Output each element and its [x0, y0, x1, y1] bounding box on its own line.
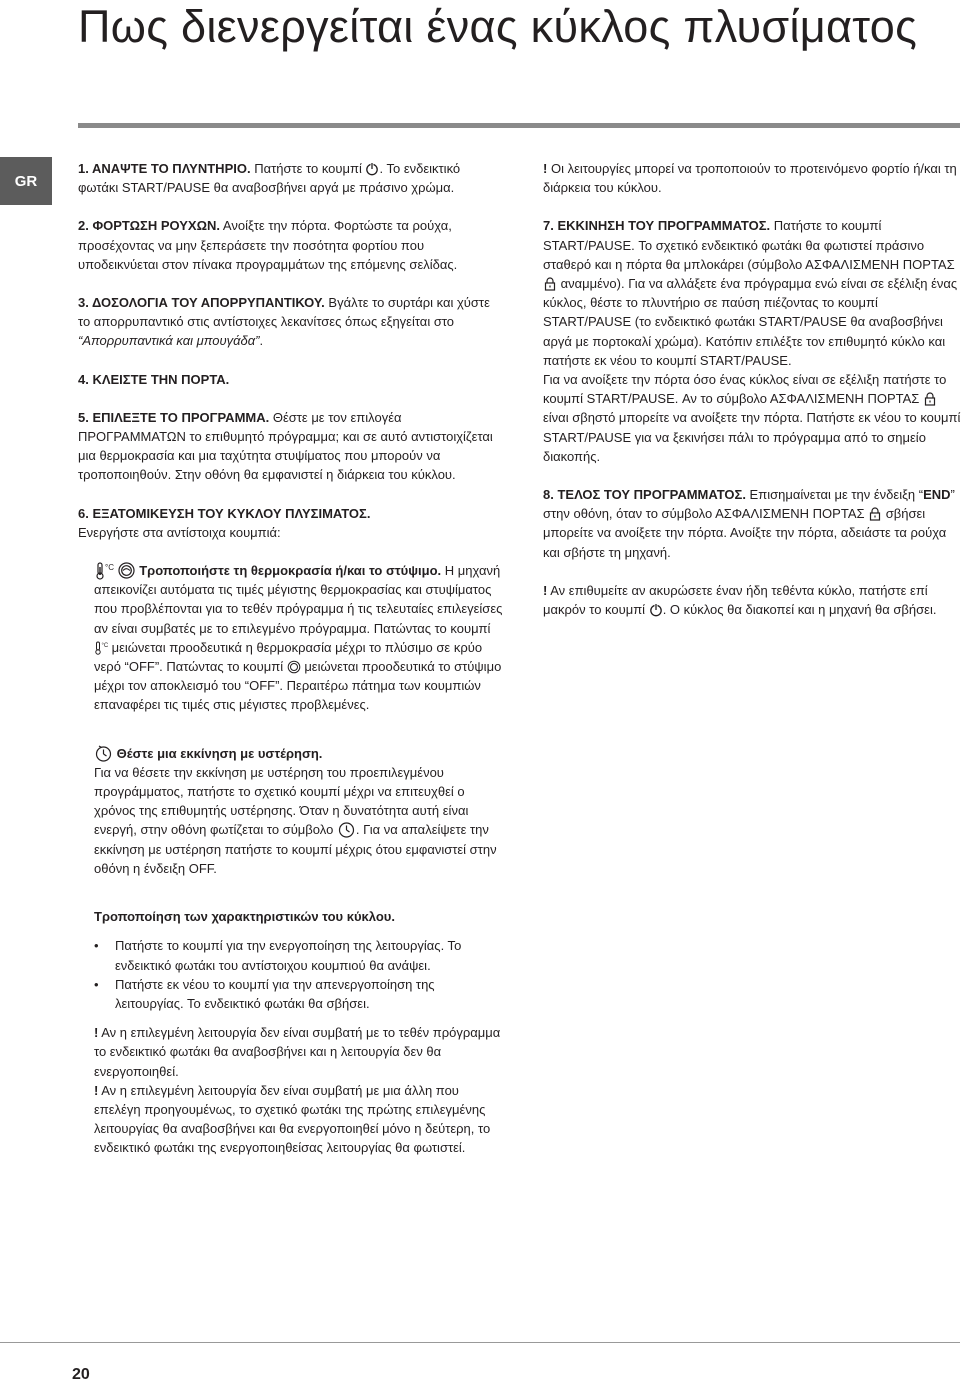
- cycle-modification-list: [78, 936, 503, 1013]
- temperature-icon: [94, 641, 108, 655]
- temperature-spin-heading: Τροποποιήστε τη θερμοκρασία ή/και το στύψιμο.: [135, 563, 442, 579]
- step-3-heading: 3. ΔΟΣΟΛΟΓΙΑ ΤΟΥ ΑΠΟΡΡΥΠΑΝΤΙΚΟΥ.: [78, 295, 325, 311]
- spin-icon: [117, 561, 136, 580]
- step-2-heading: 2. ΦΟΡΤΩΣΗ ΡΟΥΧΩΝ.: [78, 218, 221, 234]
- step-8: 8. ΤΕΛΟΣ ΤΟΥ ΠΡΟΓΡΑΜΜΑΤΟΣ. Επισημαίνεται με την ένδειξη “END” στην οθόνη, όταν το σύμβολο ΑΣΦΑΛΙΣΜΕΝΗ ΠΟΡΤΑΣ σβήσει μπορείτε να ανοίξετε την πόρτα. Ανοίξτε την πόρτα, αδειάστε τα ρούχα και σβήστε τη μηχανή.: [543, 487, 955, 560]
- list-item: • Πατήστε το κουμπί για την ενεργοποίηση της λειτουργίας. Το ενδεικτικό φωτάκι του αντίστοιχου κουμπιού θα ανάψει.: [78, 936, 503, 974]
- warning-mark: !: [94, 1082, 99, 1098]
- title-rule: [78, 123, 960, 128]
- page-title: Πως διενεργείται ένας κύκλος πλυσίματος: [78, 1, 918, 52]
- delay-timer-icon: [337, 820, 356, 839]
- step-7-heading: 7. ΕΚΚΙΝΗΣΗ ΤΟΥ ΠΡΟΓΡΑΜΜΑΤΟΣ.: [543, 218, 771, 234]
- spin-icon: [287, 660, 301, 674]
- right-column: [543, 159, 961, 619]
- delay-timer-icon: [94, 744, 113, 763]
- door-lock-icon: [868, 507, 882, 521]
- door-lock-icon: [543, 277, 557, 291]
- temperature-icon: [94, 561, 113, 580]
- cycle-modification-heading: Τροποποίηση των χαρακτηριστικών του κύκλου.: [94, 909, 395, 925]
- language-tab: GR: [0, 157, 52, 205]
- power-icon: [649, 603, 663, 617]
- warning-incompatible-function: ! Αν η επιλεγμένη λειτουργία δεν είναι συμβατή με μια άλλη που επελέγη προηγουμένως, το σχετικό φωτάκι της πρώτης επιλεγμένης λειτουργίας θα αναβοσβήνει και θα ενεργοποιηθεί μόνο η δεύτερη, το ενδεικτικό φωτάκι της ενεργοποιηθείσας λειτουργίας θα φωτιστεί.: [94, 1082, 491, 1156]
- delay-start-heading: Θέστε μια εκκίνηση με υστέρηση.: [113, 745, 323, 761]
- list-item: • Πατήστε εκ νέου το κουμπί για την απενεργοποίηση της λειτουργίας. Το ενδεικτικό φωτάκι θα σβήσει.: [78, 975, 503, 1013]
- svg-text:°C: °C: [105, 563, 114, 573]
- power-icon: [365, 162, 379, 176]
- step-6-heading: 6. ΕΞΑΤΟΜΙΚΕΥΣΗ ΤΟΥ ΚΥΚΛΟΥ ΠΛΥΣΙΜΑΤΟΣ.: [78, 505, 371, 521]
- warning-mark: !: [543, 161, 548, 176]
- detergents-reference: “Απορρυπαντικά και μπουγάδα”: [78, 333, 260, 349]
- step-8-heading: 8. ΤΕΛΟΣ ΤΟΥ ΠΡΟΓΡΑΜΜΑΤΟΣ.: [543, 487, 746, 503]
- svg-text:°C: °C: [101, 642, 109, 649]
- step-7: 7. ΕΚΚΙΝΗΣΗ ΤΟΥ ΠΡΟΓΡΑΜΜΑΤΟΣ. Πατήστε το κουμπί START/PAUSE. Το σχετικό ενδεικτικό φωτάκι θα φωτιστεί πράσινο σταθερό και η πόρτα θα μπλοκάρει (σύμβολο ΑΣΦΑΛΙΣΜΕΝΗ ΠΟΡΤΑΣ αναμμένο). Για να αλλάξετε ένα πρόγραμμα ενώ είναι σε εξέλιξη ένας κύκλος, θέστε το πλυντήριο σε παύση πιέζοντας το κουμπί START/PAUSE (το ενδεικτικό φωτάκι START/PAUSE θα αναβοσβήνει αργά με πορτοκαλί χρώμα). Κατόπιν επιλέξτε τον επιθυμητό κύκλο και πατήστε εκ νέου το κουμπί START/PAUSE. Για να ανοίξετε την πόρτα όσο ένας κύκλος είναι σε εξέλιξη πατήστε το κουμπί START/PAUSE. Αν το σύμβολο ΑΣΦΑΛΙΣΜΕΝΗ ΠΟΡΤΑΣ είναι σβηστό μπορείτε να ανοίξετε την πόρτα. Πατήστε εκ νέου το κουμπί START/PAUSE για να ξεκινήσει πάλι το πρόγραμμα από το σημείο διακοπής.: [543, 218, 961, 464]
- step-4: [78, 370, 503, 389]
- step-5: 5. ΕΠΙΛΕΞΤΕ ΤΟ ΠΡΟΓΡΑΜΜΑ. Θέστε με τον επιλογέα ΠΡΟΓΡΑΜΜΑΤΩΝ το επιθυμητό πρόγραμμα; και σε αυτό αντιστοιχίζεται μια θερμοκρασία και μια ταχύτητα στυψίματος που μπορούν να τροποποιηθούν. Στην οθόνη θα εμφανιστεί η διάρκεια του κύκλου.: [78, 409, 493, 483]
- step-1-heading: 1. ΑΝΑΨΤΕ ΤΟ ΠΛΥΝΤΗΡΙΟ.: [78, 161, 251, 176]
- temperature-spin-section: °C Τροποποιήστε τη θερμοκρασία ή/και το στύψιμο. Η μηχανή απεικονίζει αυτόματα τις τιμές μέγιστης θερμοκρασίας και στυψίματος που προβλέπονται για το τεθέν πρόγραμμα ή τις τελευταίες επιλεγείσες αν είναι συμβατές με το επιλεγμένο πρόγραμμα. Πατώντας το κουμπί °C μειώνεται προοδευτικά η θερμοκρασία μέχρι το πλύσιμο σε κρύο νερό “OFF”. Πατώντας το κουμπί μειώνεται προοδευτικά το στύψιμο μέχρι τον αποκλεισμό του “OFF”. Περαιτέρω πάτημα των κουμπιών επαναφέρει τις τιμές στις μέγιστες προβλεμένες.: [94, 563, 503, 713]
- step-5-heading: 5. ΕΠΙΛΕΞΤΕ ΤΟ ΠΡΟΓΡΑΜΜΑ.: [78, 409, 270, 425]
- warning-mark: !: [94, 1025, 99, 1041]
- step-2: 2. ΦΟΡΤΩΣΗ ΡΟΥΧΩΝ. Ανοίξτε την πόρτα. Φορτώστε τα ρούχα, προσέχοντας να μην ξεπεράσετε την ποσότητα φορτίου που υποδεικνύεται στον πίνακα προγραμμάτων της επόμενης σελίδας.: [78, 218, 458, 272]
- step-6: 6. ΕΞΑΤΟΜΙΚΕΥΣΗ ΤΟΥ ΚΥΚΛΟΥ ΠΛΥΣΙΜΑΤΟΣ. Ενεργήστε στα αντίστοιχα κουμπιά:: [78, 505, 371, 540]
- warning-incompatible-program: ! Αν η επιλεγμένη λειτουργία δεν είναι συμβατή με το τεθέν πρόγραμμα το ενδεικτικό φωτάκι θα αναβοσβήνει και η λειτουργία δεν θα ενεργοποιηθεί.: [94, 1025, 501, 1079]
- delay-start-section: Θέστε μια εκκίνηση με υστέρηση. Για να θέσετε την εκκίνηση με υστέρηση του προεπιλεγμένου προγράμματος, πατήστε το σχετικό κουμπί μέχρι να επιτευχθεί ο χρόνος της επιθυμητής υστέρησης. Όταν η δυνατότητα αυτή είναι ενεργή, στην οθόνη φωτίζεται το σύμβολο . Για να απαλείψετε την εκκίνηση με υστέρηση πατήστε το κουμπί μέχρις ότου εμφανιστεί στην οθόνη η ένδειξη OFF.: [94, 745, 497, 876]
- footer-rule: [0, 1342, 960, 1343]
- functions-warning: ! Οι λειτουργίες μπορεί να τροποποιούν το προτεινόμενο φορτίο ή/και τη διάρκεια του κύκλου.: [543, 161, 957, 196]
- left-column: [78, 159, 503, 1158]
- page-number: 20: [72, 1366, 90, 1383]
- door-lock-icon: [923, 392, 937, 406]
- step-3: 3. ΔΟΣΟΛΟΓΙΑ ΤΟΥ ΑΠΟΡΡΥΠΑΝΤΙΚΟΥ. Βγάλτε το συρτάρι και χύστε το απορρυπαντικό στις αντίστοιχες λεκανίτσες όπως εξηγείται στο “Απορρυπαντικά και μπουγάδα”.: [78, 295, 490, 349]
- cancel-cycle-warning: ! Αν επιθυμείτε αν ακυρώσετε έναν ήδη τεθέντα κύκλο, πατήστε επί μακρόν το κουμπί . Ο κύκλος θα διακοπεί και η μηχανή θα σβήσει.: [543, 582, 937, 618]
- end-indicator: END: [923, 487, 951, 503]
- warning-mark: !: [543, 582, 548, 598]
- step-4-heading: 4. ΚΛΕΙΣΤΕ ΤΗΝ ΠΟΡΤΑ.: [78, 371, 230, 387]
- step-1: 1. ΑΝΑΨΤΕ ΤΟ ΠΛΥΝΤΗΡΙΟ. Πατήστε το κουμπί . Το ενδεικτικό φωτάκι START/PAUSE θα αναβοσβήνει αργά με πράσινο χρώμα.: [78, 161, 461, 196]
